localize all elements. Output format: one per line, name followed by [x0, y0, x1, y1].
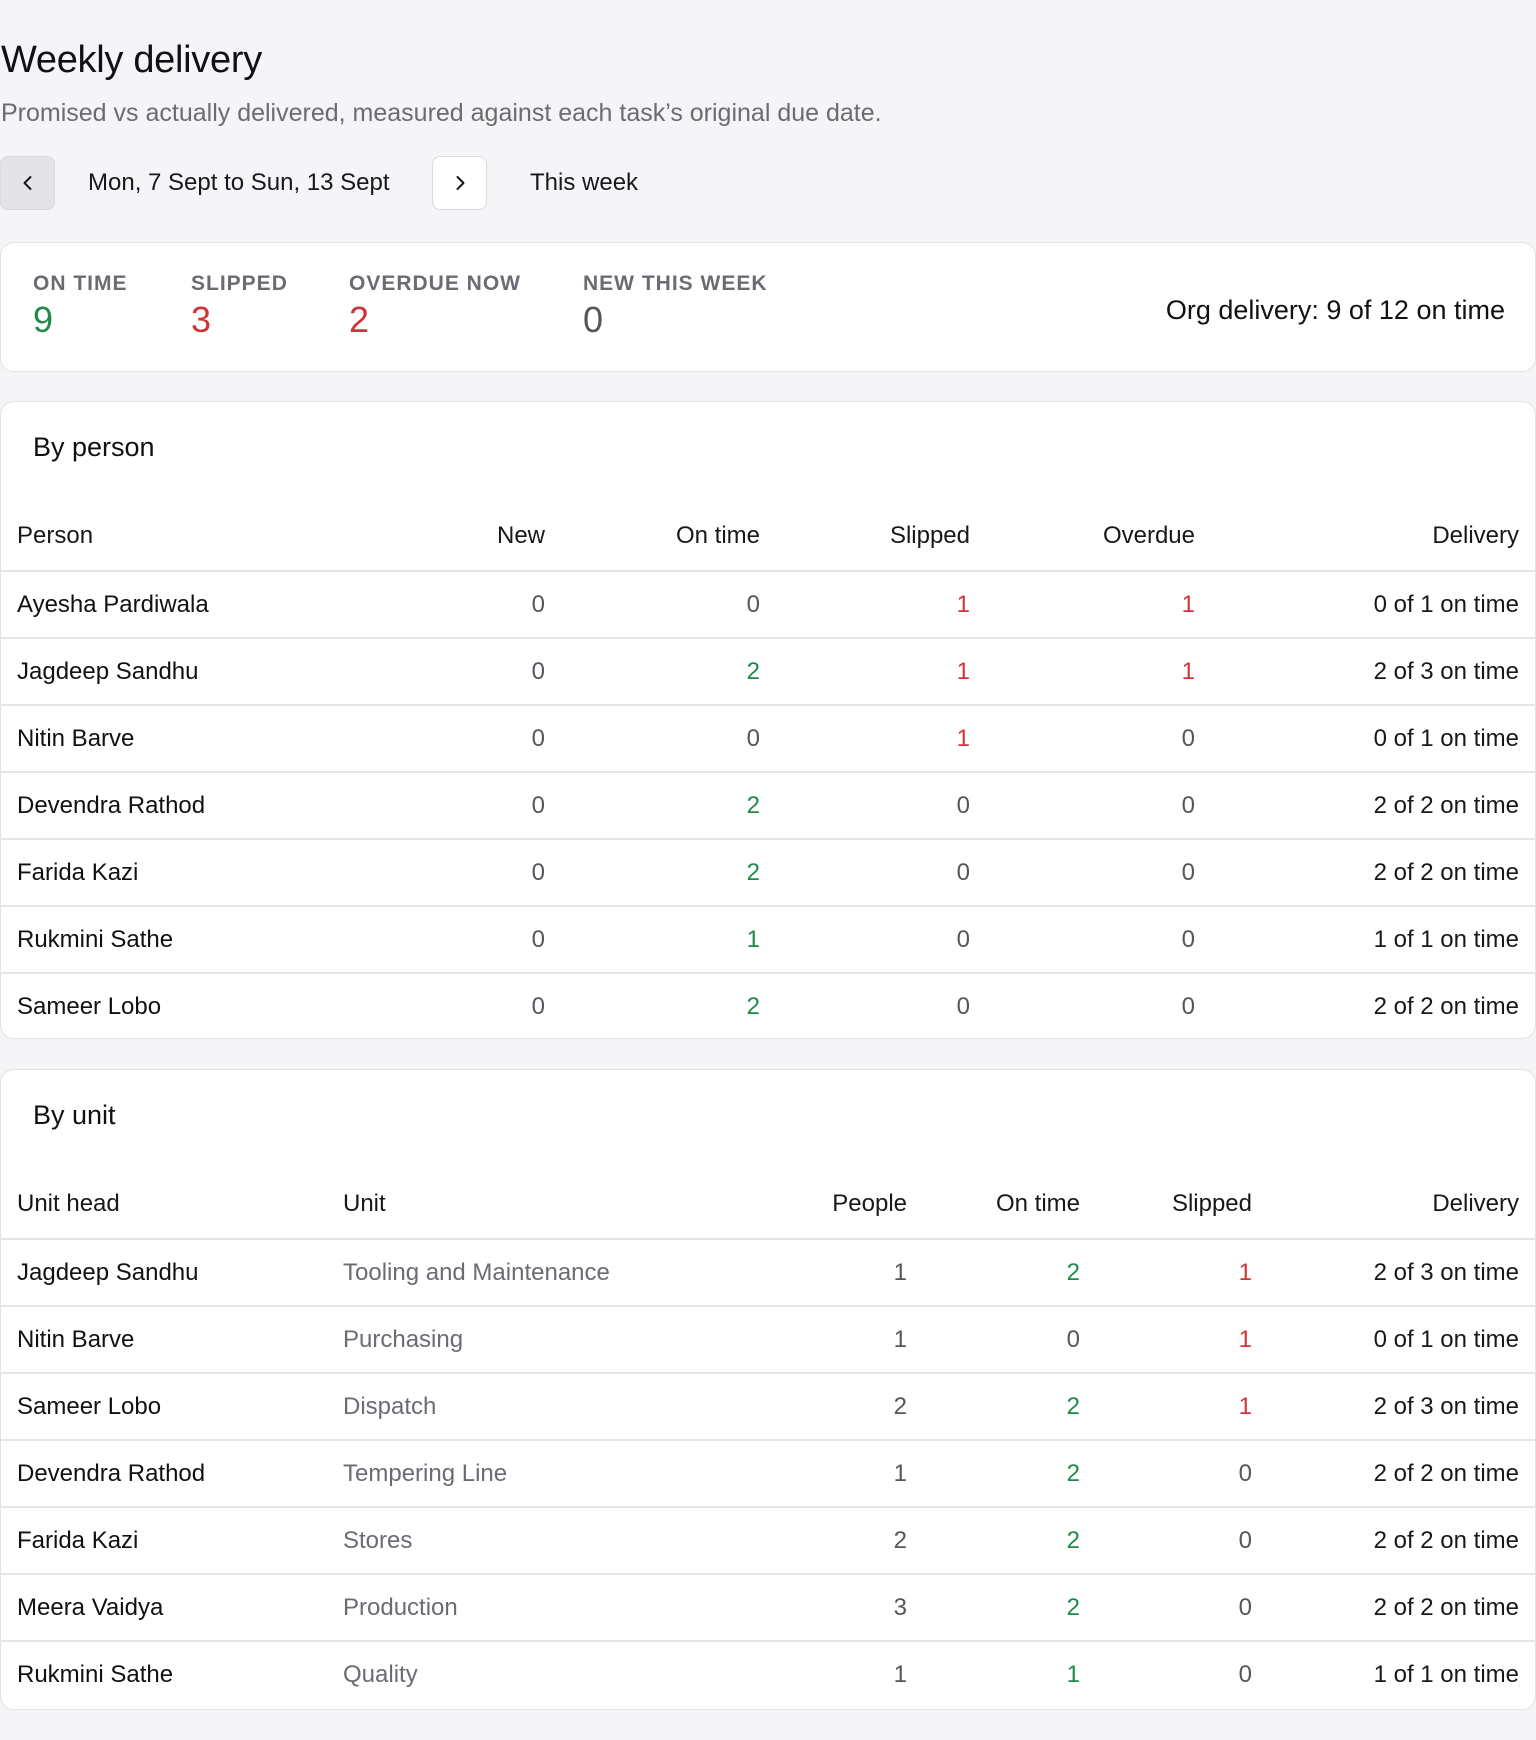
on-time-count-cell: 2 — [923, 1373, 1096, 1440]
unit-head-cell: Jagdeep Sandhu — [1, 1239, 327, 1306]
people-count-cell: 3 — [767, 1574, 923, 1641]
new-count-cell: 0 — [381, 906, 561, 973]
by-unit-card — [0, 1069, 1536, 1710]
person-name-cell: Nitin Barve — [1, 705, 381, 772]
stat-overdue-now-label: OVERDUE NOW — [349, 272, 522, 295]
delivery-cell: 0 of 1 on time — [1211, 705, 1535, 772]
stat-new-this-week-value: 0 — [583, 299, 604, 340]
week-range-label: Mon, 7 Sept to Sun, 13 Sept — [88, 169, 390, 196]
table-row — [1, 1239, 1535, 1306]
delivery-cell: 2 of 2 on time — [1211, 772, 1535, 839]
column-header-unit: Unit — [327, 1170, 767, 1239]
slipped-count-cell: 1 — [1096, 1373, 1268, 1440]
by-unit-rows — [1, 1239, 1535, 1707]
delivery-cell: 0 of 1 on time — [1211, 571, 1535, 638]
column-header-on-time: On time — [561, 502, 776, 571]
on-time-count-cell: 2 — [561, 839, 776, 906]
slipped-count-cell: 0 — [956, 992, 970, 1020]
stat-overdue-now-value: 2 — [349, 299, 370, 340]
table-row — [1, 906, 1535, 973]
slipped-count-cell: 0 — [1096, 1574, 1268, 1641]
stat-new-this-week — [583, 271, 768, 342]
people-count-cell: 2 — [767, 1507, 923, 1574]
delivery-cell: 2 of 2 on time — [1211, 839, 1535, 906]
overdue-count-cell: 1 — [986, 638, 1211, 705]
delivery-cell: 2 of 2 on time — [1268, 1440, 1535, 1507]
overdue-count-cell: 0 — [986, 906, 1211, 973]
delivery-cell: 1 of 1 on time — [1373, 1660, 1519, 1688]
column-header-slipped: Slipped — [776, 502, 986, 571]
table-row — [1, 571, 1535, 638]
overdue-count-cell: 0 — [986, 839, 1211, 906]
table-row — [1, 705, 1535, 772]
people-count-cell: 1 — [893, 1660, 907, 1688]
column-header-slipped: Slipped — [1096, 1170, 1268, 1239]
unit-name-cell: Dispatch — [327, 1373, 767, 1440]
stat-on-time-value: 9 — [33, 299, 54, 340]
table-header-row — [1, 1170, 1535, 1239]
column-header-delivery: Delivery — [1268, 1170, 1535, 1239]
week-navigation — [0, 156, 760, 212]
by-person-title: By person — [33, 432, 155, 462]
stat-on-time-label: ON TIME — [33, 272, 128, 295]
table-row — [1, 772, 1535, 839]
unit-head-cell: Farida Kazi — [1, 1507, 327, 1574]
delivery-cell: 2 of 3 on time — [1268, 1239, 1535, 1306]
slipped-count-cell: 0 — [776, 839, 986, 906]
table-row — [1, 1641, 1535, 1707]
slipped-count-cell: 1 — [776, 638, 986, 705]
previous-week-button[interactable] — [0, 156, 55, 210]
unit-head-cell: Rukmini Sathe — [17, 1660, 174, 1688]
person-name-cell: Ayesha Pardiwala — [1, 571, 381, 638]
stat-slipped-value: 3 — [191, 299, 212, 340]
table-row — [1, 1306, 1535, 1373]
page-title: Weekly delivery — [1, 39, 262, 81]
new-count-cell: 0 — [531, 992, 545, 1020]
column-header-people: People — [767, 1170, 923, 1239]
stat-slipped — [191, 271, 288, 342]
chevron-right-icon — [450, 173, 470, 193]
on-time-count-cell: 2 — [746, 992, 760, 1020]
new-count-cell: 0 — [381, 705, 561, 772]
unit-head-cell: Nitin Barve — [1, 1306, 327, 1373]
next-week-button[interactable] — [432, 156, 487, 210]
column-header-delivery: Delivery — [1211, 502, 1535, 571]
slipped-count-cell: 0 — [776, 906, 986, 973]
column-header-person: Person — [1, 502, 381, 571]
table-row — [1, 973, 1535, 1039]
stat-overdue-now — [349, 271, 521, 342]
summary-stats-card — [0, 242, 1536, 372]
people-count-cell: 1 — [767, 1239, 923, 1306]
person-name-cell: Devendra Rathod — [1, 772, 381, 839]
delivery-cell: 1 of 1 on time — [1211, 906, 1535, 973]
person-name-cell: Jagdeep Sandhu — [1, 638, 381, 705]
table-row — [1, 839, 1535, 906]
new-count-cell: 0 — [381, 839, 561, 906]
column-header-unit-head: Unit head — [1, 1170, 327, 1239]
overdue-count-cell: 0 — [986, 772, 1211, 839]
unit-name-cell: Quality — [343, 1660, 418, 1688]
slipped-count-cell: 1 — [1096, 1306, 1268, 1373]
overdue-count-cell: 0 — [1181, 992, 1195, 1020]
new-count-cell: 0 — [381, 772, 561, 839]
delivery-cell: 2 of 2 on time — [1268, 1574, 1535, 1641]
unit-name-cell: Production — [327, 1574, 767, 1641]
on-time-count-cell: 1 — [1066, 1660, 1080, 1688]
on-time-count-cell: 2 — [561, 638, 776, 705]
table-header-row — [1, 502, 1535, 571]
new-count-cell: 0 — [381, 571, 561, 638]
slipped-count-cell: 0 — [1096, 1440, 1268, 1507]
person-name-cell: Rukmini Sathe — [1, 906, 381, 973]
stat-on-time — [33, 271, 128, 342]
this-week-link[interactable]: This week — [530, 169, 639, 196]
unit-name-cell: Purchasing — [327, 1306, 767, 1373]
by-person-rows — [1, 571, 1535, 1039]
people-count-cell: 1 — [767, 1306, 923, 1373]
chevron-left-icon — [18, 173, 38, 193]
on-time-count-cell: 0 — [561, 705, 776, 772]
on-time-count-cell: 2 — [923, 1440, 1096, 1507]
stat-slipped-label: SLIPPED — [191, 272, 288, 295]
delivery-cell: 2 of 2 on time — [1373, 992, 1519, 1020]
table-row — [1, 1574, 1535, 1641]
slipped-count-cell: 0 — [1238, 1660, 1252, 1688]
on-time-count-cell: 0 — [561, 571, 776, 638]
on-time-count-cell: 2 — [923, 1507, 1096, 1574]
delivery-cell: 2 of 2 on time — [1268, 1507, 1535, 1574]
column-header-new: New — [381, 502, 561, 571]
on-time-count-cell: 0 — [923, 1306, 1096, 1373]
slipped-count-cell: 1 — [776, 705, 986, 772]
slipped-count-cell: 1 — [776, 571, 986, 638]
overdue-count-cell: 0 — [986, 705, 1211, 772]
delivery-cell: 2 of 3 on time — [1211, 638, 1535, 705]
on-time-count-cell: 2 — [923, 1239, 1096, 1306]
table-row — [1, 1440, 1535, 1507]
slipped-count-cell: 0 — [776, 772, 986, 839]
by-unit-title: By unit — [33, 1100, 116, 1130]
org-delivery-summary: Org delivery: 9 of 12 on time — [1165, 295, 1505, 325]
unit-head-cell: Devendra Rathod — [1, 1440, 327, 1507]
unit-name-cell: Stores — [327, 1507, 767, 1574]
delivery-cell: 2 of 3 on time — [1268, 1373, 1535, 1440]
by-unit-table — [1, 1170, 1535, 1707]
stat-new-this-week-label: NEW THIS WEEK — [583, 272, 768, 295]
unit-head-cell: Meera Vaidya — [1, 1574, 327, 1641]
people-count-cell: 1 — [767, 1440, 923, 1507]
person-name-cell: Farida Kazi — [1, 839, 381, 906]
column-header-on-time: On time — [923, 1170, 1096, 1239]
on-time-count-cell: 1 — [561, 906, 776, 973]
by-person-card — [0, 401, 1536, 1039]
unit-name-cell: Tempering Line — [327, 1440, 767, 1507]
by-person-table — [1, 502, 1535, 1039]
table-row — [1, 1507, 1535, 1574]
unit-head-cell: Sameer Lobo — [1, 1373, 327, 1440]
table-row — [1, 1373, 1535, 1440]
unit-name-cell: Tooling and Maintenance — [327, 1239, 767, 1306]
new-count-cell: 0 — [381, 638, 561, 705]
slipped-count-cell: 0 — [1096, 1507, 1268, 1574]
slipped-count-cell: 1 — [1096, 1239, 1268, 1306]
overdue-count-cell: 1 — [986, 571, 1211, 638]
on-time-count-cell: 2 — [923, 1574, 1096, 1641]
column-header-overdue: Overdue — [986, 502, 1211, 571]
page-subtitle: Promised vs actually delivered, measured against each task’s original due date. — [1, 99, 882, 127]
on-time-count-cell: 2 — [561, 772, 776, 839]
people-count-cell: 2 — [767, 1373, 923, 1440]
delivery-cell: 0 of 1 on time — [1268, 1306, 1535, 1373]
table-row — [1, 638, 1535, 705]
person-name-cell: Sameer Lobo — [17, 992, 162, 1020]
